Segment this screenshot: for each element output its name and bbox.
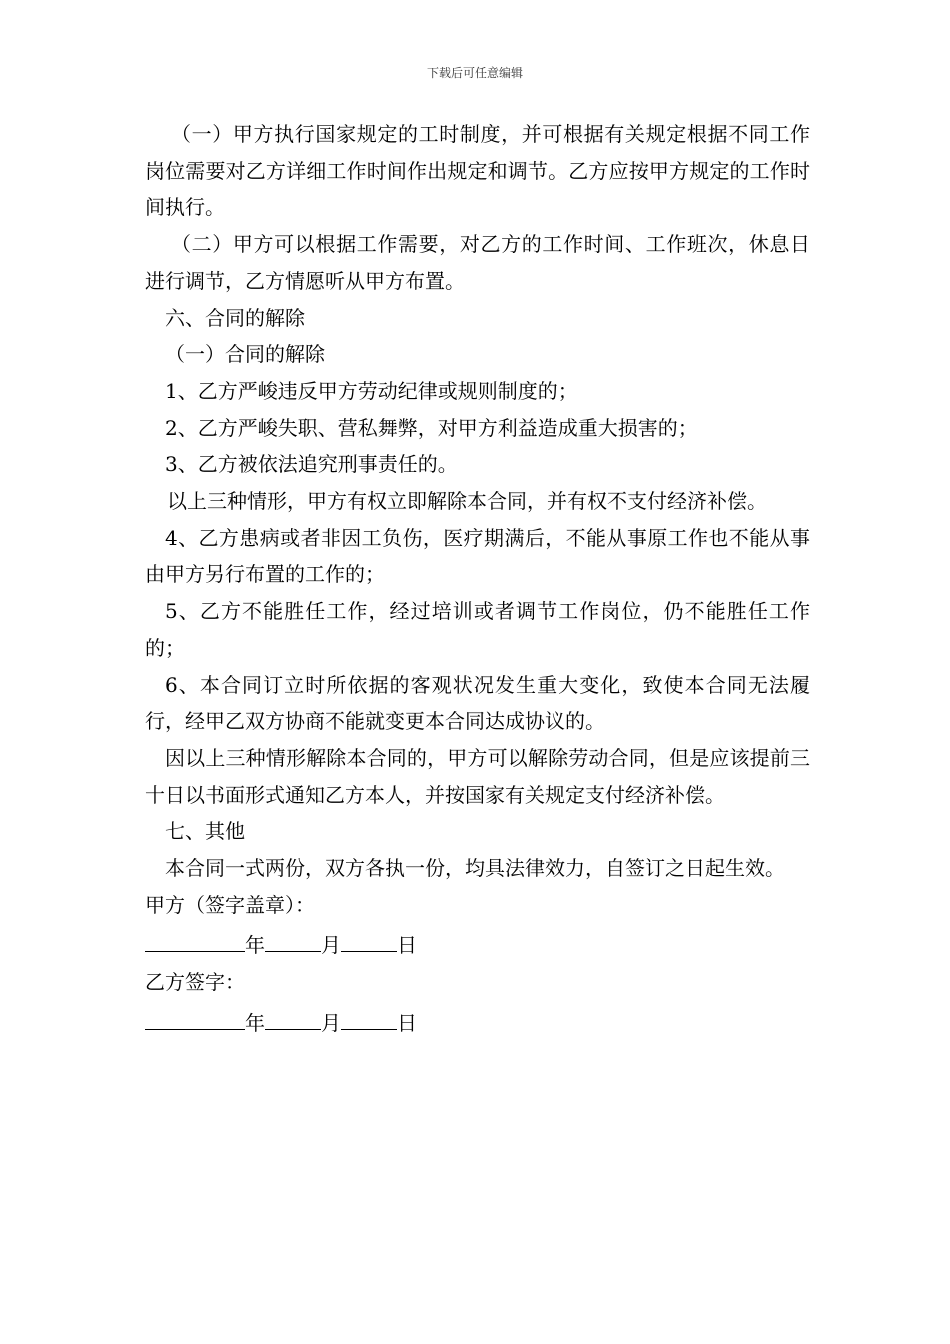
page-header-note: 下载后可任意编辑 [426, 66, 523, 80]
paragraph-work-hours-1: （一）甲方执行国家规定的工时制度，并可根据有关规定根据不同工作岗位需要对乙方详细工作时间作出规定和调节。乙方应按甲方规定的工作时间执行。 [145, 122, 810, 220]
year-blank[interactable] [145, 923, 245, 952]
party-b-date-line[interactable] [145, 1001, 810, 1042]
paragraph-copies: 本合同一式两份，双方各执一份，均具法律效力，自签订之日起生效。 [165, 856, 785, 881]
list-item-4: 4、乙方患病或者非因工负伤，医疗期满后，不能从事原工作也不能从事由甲方另行布置的工作的； [145, 525, 810, 587]
list-item-3: 3、乙方被依法追究刑事责任的。 [165, 452, 458, 477]
list-item-2: 2、乙方严峻失职、营私舞弊，对甲方利益造成重大损害的； [165, 415, 698, 440]
paragraph-work-hours-2: （二）甲方可以根据工作需要，对乙方的工作时间、工作班次，休息日进行调节，乙方情愿听从甲方布置。 [145, 232, 810, 293]
list-item-5: 5、乙方不能胜任工作，经过培训或者调节工作岗位，仍不能胜任工作的； [145, 599, 810, 660]
party-a-signature-label: 甲方（签字盖章）： [145, 892, 315, 917]
section-heading-termination: 六、合同的解除 [165, 305, 305, 330]
year-label: 年 [245, 1010, 265, 1035]
paragraph-immediate-termination: 以上三种情形，甲方有权立即解除本合同，并有权不支付经济补偿。 [167, 489, 767, 514]
day-blank[interactable] [341, 1001, 397, 1030]
party-a-date-line[interactable] [145, 923, 810, 964]
day-blank[interactable] [341, 923, 397, 952]
contract-body [145, 116, 810, 1042]
day-label: 日 [397, 933, 417, 958]
month-label: 月 [321, 1010, 341, 1035]
party-b-signature-label: 乙方签字： [145, 970, 245, 995]
paragraph-notice-termination: 因以上三种情形解除本合同的，甲方可以解除劳动合同，但是应该提前三十日以书面形式通知乙方本人，并按国家有关规定支付经济补偿。 [145, 745, 810, 807]
list-item-1: 1、乙方严峻违反甲方劳动纪律或规则制度的； [165, 378, 578, 403]
day-label: 日 [397, 1010, 417, 1035]
list-item-6: 6、本合同订立时所依据的客观状况发生重大变化，致使本合同无法履行，经甲乙双方协商不能就变更本合同达成协议的。 [145, 672, 810, 734]
section-heading-other: 七、其他 [165, 819, 245, 844]
month-label: 月 [321, 933, 341, 958]
year-blank[interactable] [145, 1001, 245, 1030]
month-blank[interactable] [265, 1001, 321, 1030]
year-label: 年 [245, 933, 265, 958]
month-blank[interactable] [265, 923, 321, 952]
subsection-heading-termination: （一）合同的解除 [165, 342, 325, 367]
